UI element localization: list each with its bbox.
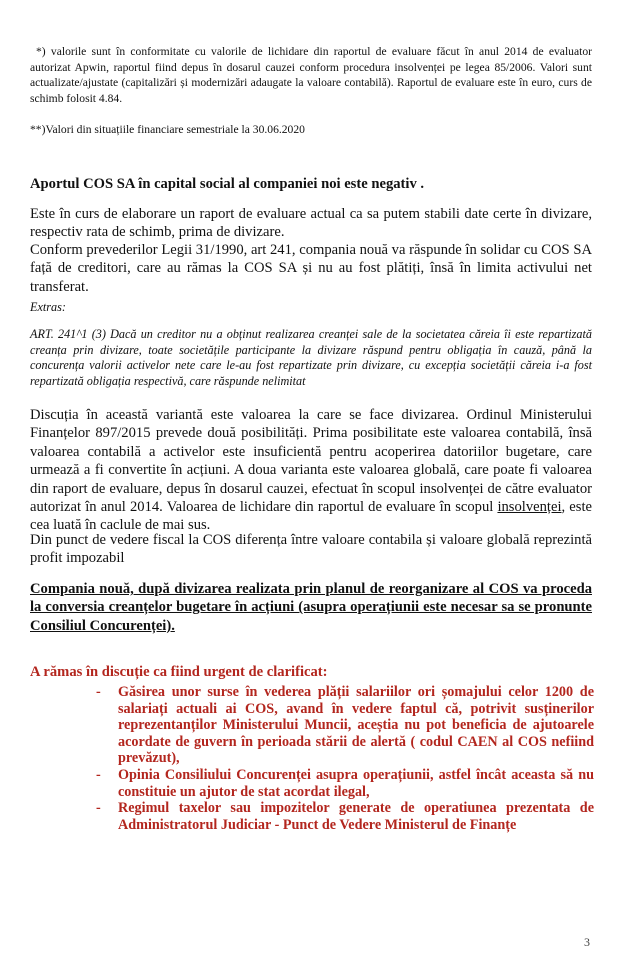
paragraph-conversie-creante: Compania nouă, după divizarea realizata prin planul de reorganizare al COS va proceda la conversia creanțelor bugetare în acțiuni (asupra operațiunii este necesar sa se pronunte Consiliul Concurenței). [30, 581, 592, 634]
paragraph-lege-31-1990: Conform prevederilor Legii 31/1990, art 241, compania nouă va răspunde în solidar cu COS SA față de creditori, care au rămas la COS SA și nu au fost plătiți, însă în limita activului net transferat. [30, 242, 592, 295]
paragraph-valoare-divizare-text: Discuția în această variantă este valoarea la care se face divizarea. Ordinul Ministerului Finanțelor 897/2015 prevede două posibilități. Prima posibilitate este valoarea contabilă, însă valoarea contabilă a activelor este insuficientă pentru acoperirea datoriilor bugetare, care urmează a fi convertite în acțiuni. A doua varianta este valoarea globală, care poate fi valoarea din raport de evaluare, depus în dosarul cauzei, efectuat în scopul insolvenței de către evaluator autorizat în anul 2014. Valoarea de lichidare din raportul de evaluare în scopul [30, 407, 592, 516]
urgent-item-salarii [96, 684, 594, 767]
footnote-situatii-financiare: **)Valori din situațiile financiare semestriale la 30.06.2020 [30, 123, 305, 136]
extras-article-quote: ART. 241^1 (3) Dacă un creditor nu a obținut realizarea creanței sale de la societatea căreia îi este repartizată creanța prin divizare, toate societățile participante la divizare răspund pentru obligația în cauză, până la concurența valorii activelor nete care le-au fost repartizate prin divizare, cu excepția societății căreia i-a fost repartizată obligația respectivă, care răspunde nelimitat [30, 327, 592, 388]
urgent-item-regim-taxe [96, 800, 594, 833]
underlined-insolventei: insolvenței [497, 499, 562, 516]
urgent-item-text: Găsirea unor surse în vederea plății salariilor ori șomajului celor 1200 de salariați actuali ai COS, avand în vedere faptul că, potrivit susținerilor reprezentanților Ministerului Muncii, aceștia nu pot beneficia de ajutoarele acordate de guvern în perioada stării de alertă ( codul CAEN al COS nefiind prevăzut), [118, 684, 594, 767]
urgent-item-text: Opinia Consiliului Concurenței asupra operațiunii, astfel încât aceasta să nu constituie un ajutor de stat acordat ilegal, [118, 766, 594, 800]
section-heading: Aportul COS SA în capital social al companiei noi este negativ . [30, 176, 425, 192]
urgent-list [96, 684, 594, 833]
extras-label: Extras: [30, 300, 66, 314]
paragraph-raport-evaluare: Este în curs de elaborare un raport de evaluare actual ca sa putem stabili date certe în divizare, respectiv rata de schimb, prima de divizare. [30, 206, 592, 241]
urgent-title: A rămas în discuție ca fiind urgent de clarificat: [30, 664, 328, 680]
page-number: 3 [584, 935, 590, 949]
list-bullet: - [96, 800, 101, 817]
paragraph-fiscal: Din punct de vedere fiscal la COS diferența între valoare contabila și valoare globală reprezintă profit impozabil [30, 532, 592, 567]
list-bullet: - [96, 766, 101, 783]
paragraph-valoare-divizare [30, 406, 592, 535]
urgent-item-text: Regimul taxelor sau impozitelor generate de operatiunea prezentata de Administratorul Judiciar - Punct de Vedere Ministerul de Finanțe [118, 800, 594, 833]
list-bullet: - [96, 684, 101, 700]
paragraph-valoare-divizare-end: , este cea luată în caclule de mai sus. [30, 499, 592, 534]
footnote-valori-lichidare: *) valorile sunt în conformitate cu valorile de lichidare din raportul de evaluare făcut în anul 2014 de evaluator autorizat Apwin, raportul fiind depus în dosarul cauzei conform procedura insolvenței pe legea 85/2006. Valori sunt actualizate/ajustate (capitalizări și modernizări adaugate la valoare contabilă). Raportul de evaluare este în euro, curs de schimb folosit 4.84. [30, 45, 592, 105]
urgent-item-consiliul-concurentei [96, 766, 594, 800]
